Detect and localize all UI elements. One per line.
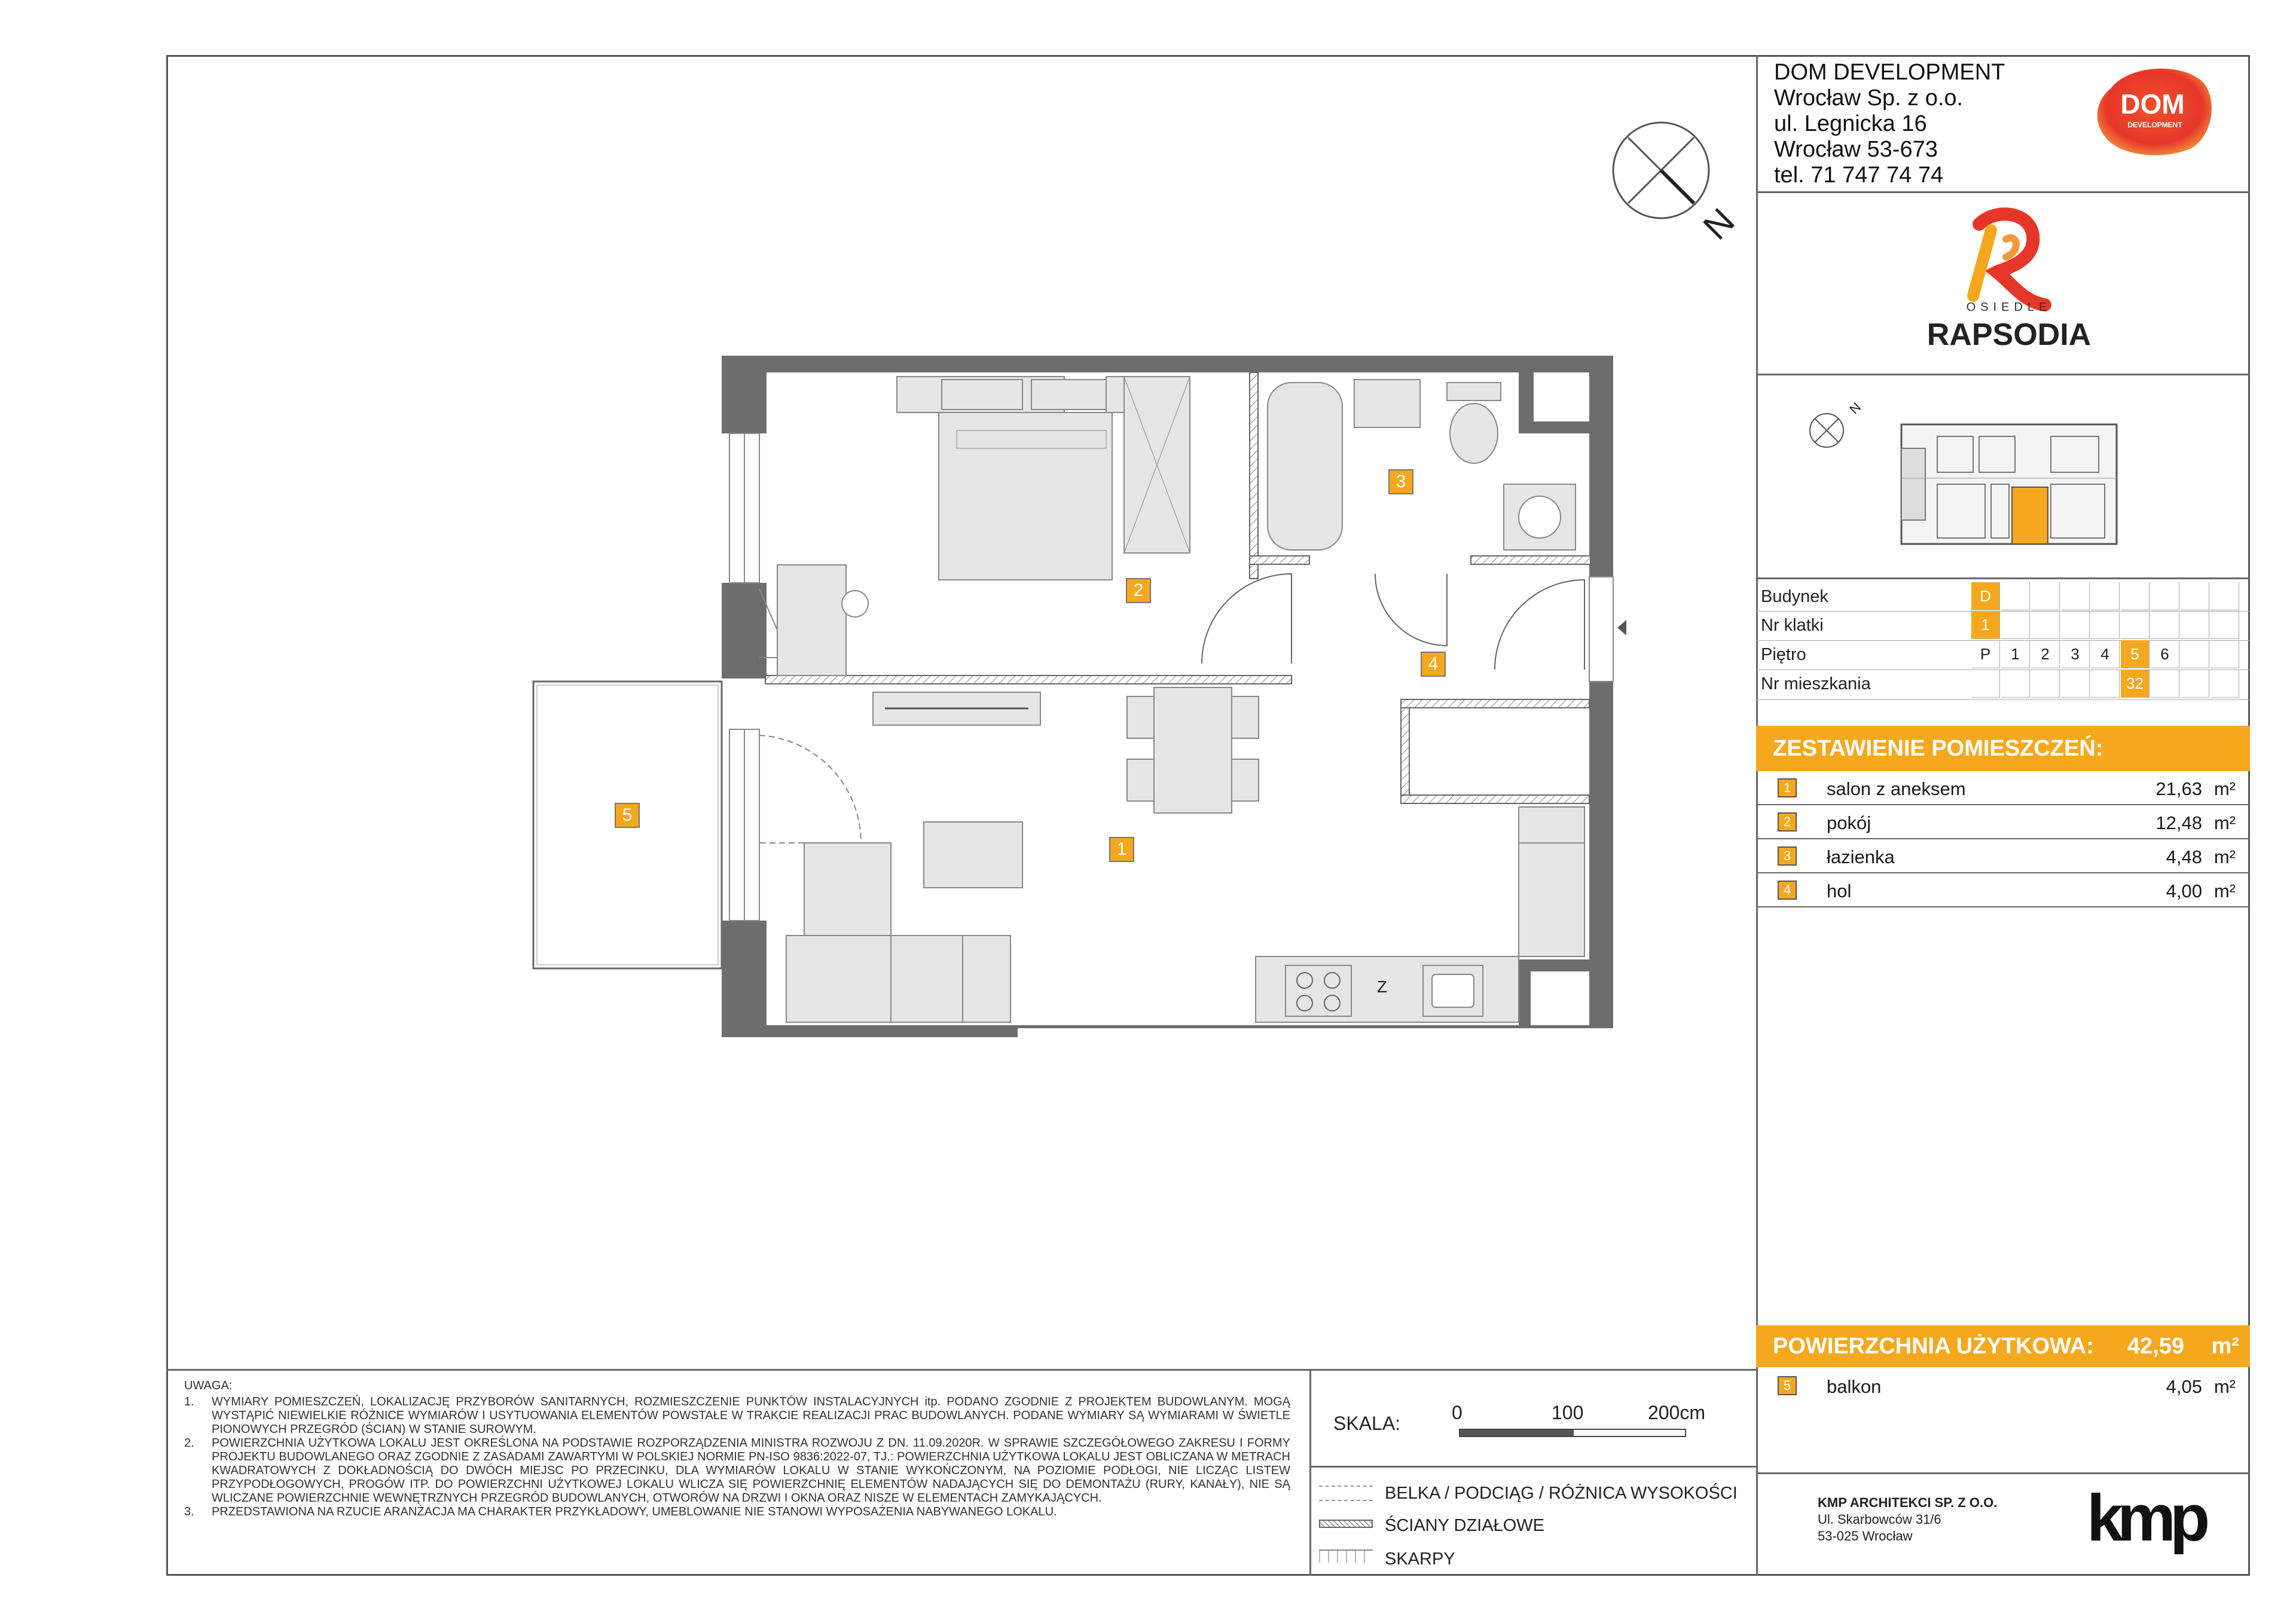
note-number: 3.: [184, 1505, 194, 1518]
total-unit: m²: [2211, 1334, 2239, 1359]
tb-line-4: [1756, 1472, 2250, 1474]
fridge-label: Z: [1377, 977, 1388, 996]
total-area: 42,59: [2127, 1334, 2184, 1359]
info-row-label: Nr mieszkania: [1761, 674, 1871, 693]
north-compass: [1607, 120, 1742, 251]
note-item: [184, 1436, 1290, 1505]
info-grid-cell: 5: [2121, 640, 2150, 668]
info-grid-cell: [2210, 611, 2239, 639]
note-item: [184, 1505, 1290, 1519]
room-name: łazienka: [1827, 846, 1895, 867]
tb-line-1: [1756, 191, 2250, 193]
notes-heading: UWAGA:: [184, 1379, 233, 1392]
balcony-number: 5: [1778, 1376, 1797, 1395]
room-row: [1756, 873, 2250, 907]
tb-line-2: [1756, 374, 2250, 375]
rooms-header: [1756, 726, 2250, 771]
room-tag-4: 4: [1421, 652, 1446, 677]
info-row-label: Piętro: [1761, 645, 1806, 664]
balcony-row: [1756, 1369, 2250, 1403]
legend-slope-label: SKARPY: [1385, 1549, 1455, 1569]
total-area-bar: [1756, 1325, 2250, 1367]
room-unit: m²: [2213, 881, 2236, 901]
room-tag-5: 5: [615, 803, 640, 828]
info-grid-cell: 2: [2031, 640, 2060, 668]
info-grid-cell: [2031, 670, 2060, 698]
info-row-label: Budynek: [1761, 587, 1828, 606]
info-grid-cell: [2031, 582, 2060, 610]
room-row: [1756, 839, 2250, 873]
room-unit: m²: [2213, 778, 2236, 799]
room-row: [1756, 805, 2250, 839]
architect-block: [1818, 1494, 1997, 1545]
key-plan-north: N: [1846, 399, 1864, 417]
scale-bar-fill: [1460, 1430, 1574, 1436]
dom-logo-sub: DEVELOPMENT: [2127, 121, 2182, 129]
legend-slope-swatch: [1319, 1549, 1373, 1563]
info-grid-line: [1756, 699, 2250, 700]
note-number: 1.: [184, 1395, 194, 1408]
room-tag-1: 1: [1109, 837, 1134, 862]
room-name: salon z aneksem: [1827, 778, 1966, 799]
note-item: [184, 1395, 1290, 1436]
info-grid-cell: [2181, 640, 2209, 668]
dom-development-logo: [2093, 65, 2215, 157]
balcony-unit: m²: [2213, 1376, 2236, 1397]
room-area: 21,63: [2155, 778, 2202, 799]
note-number: 2.: [184, 1436, 194, 1450]
info-grid-cell: 1: [2001, 640, 2030, 668]
balcony-name: balkon: [1827, 1376, 1882, 1397]
architect-city: 53-025 Wrocław: [1818, 1529, 1913, 1543]
info-grid-cell: D: [1971, 582, 2000, 610]
room-number: 2: [1778, 812, 1797, 832]
info-grid-cell: [2001, 611, 2030, 639]
info-grid-cell: 4: [2091, 640, 2120, 668]
info-grid-cell: [2181, 670, 2209, 698]
info-grid-cell: [2061, 670, 2090, 698]
rapsodia-logo: [1907, 206, 2111, 362]
kmp-logo: kmp: [2087, 1481, 2205, 1555]
info-grid-cell: [2091, 670, 2120, 698]
north-label: N: [1695, 200, 1742, 247]
project-small-label: OSIEDLE: [1966, 301, 2052, 314]
info-grid-cell: [2151, 670, 2179, 698]
info-grid-cell: [2001, 670, 2030, 698]
legend-partition-label: ŚCIANY DZIAŁOWE: [1385, 1516, 1544, 1535]
info-grid-cell: [2210, 582, 2239, 610]
company-name: DOM DEVELOPMENT: [1774, 60, 2005, 85]
room-area: 4,48: [2166, 846, 2202, 867]
info-grid-cell: [2210, 640, 2239, 668]
notes-block: [184, 1379, 1290, 1519]
balcony-area: 4,05: [2166, 1376, 2202, 1397]
room-tag-3: 3: [1388, 469, 1413, 494]
company-line2: Wrocław Sp. z o.o.: [1774, 85, 1964, 111]
info-grid-cell: [2061, 582, 2090, 610]
room-tag-2: 2: [1126, 578, 1151, 603]
architect-street: Ul. Skarbowców 31/6: [1818, 1512, 1941, 1527]
info-grid-cell: [2181, 611, 2209, 639]
info-grid-cell: [2091, 582, 2120, 610]
info-row-label: Nr klatki: [1761, 616, 1824, 635]
info-grid-cell: [2121, 611, 2150, 639]
info-grid-cell: 3: [2061, 640, 2090, 668]
floor-plan: [526, 353, 1626, 1070]
room-name: pokój: [1827, 812, 1871, 833]
info-grid-cell: [2151, 582, 2179, 610]
total-label: POWIERZCHNIA UŻYTKOWA:: [1773, 1334, 2094, 1359]
architect-name: KMP ARCHITEKCI SP. Z O.O.: [1818, 1495, 1998, 1510]
scale-tick-200: 200cm: [1648, 1402, 1706, 1423]
room-number: 4: [1778, 881, 1797, 900]
scale-bar: [1459, 1429, 1686, 1437]
room-number: 3: [1778, 846, 1797, 866]
tb-line-3: [1756, 577, 2250, 579]
key-plan: [1800, 395, 2135, 574]
room-unit: m²: [2213, 812, 2236, 833]
room-row: [1756, 771, 2250, 805]
info-grid-cell: [2001, 582, 2030, 610]
info-grid-cell: [2210, 670, 2239, 698]
company-phone: tel. 71 747 74 74: [1774, 163, 1944, 188]
scale-tick-100: 100: [1552, 1402, 1584, 1423]
dom-logo-text: DOM: [2120, 88, 2185, 120]
room-unit: m²: [2213, 846, 2236, 867]
info-grid-cell: [2061, 611, 2090, 639]
scale-legend-divider: [1309, 1466, 1757, 1468]
room-area: 12,48: [2155, 812, 2202, 833]
legend-partition-swatch: [1319, 1520, 1373, 1528]
rooms-header-text: ZESTAWIENIE POMIESZCZEŃ:: [1773, 736, 2103, 761]
company-street: ul. Legnicka 16: [1774, 111, 1927, 136]
legend-beam-swatch: [1319, 1486, 1373, 1501]
info-grid-cell: [2151, 611, 2179, 639]
info-grid-cell: [2181, 582, 2209, 610]
room-number: 1: [1778, 778, 1797, 797]
legend-beam-label: BELKA / PODCIĄG / RÓŻNICA WYSOKOŚCI: [1385, 1484, 1738, 1503]
notes-divider: [166, 1369, 1757, 1371]
scale-label: SKALA:: [1333, 1413, 1401, 1434]
note-text: WYMIARY POMIESZCZEŃ, LOKALIZACJĘ PRZYBORÓW SANITARNYCH, ROZMIESZCZENIE PUNKTÓW INSTALACYJNYCH itp. PODANO ZGODNIE Z PROJEKTEM BUDOWLANYM. MOGĄ WYSTĄPIĆ NIEWIELKIE RÓŻNICE WYMIARÓW I USYTUOWANIA ELEMENTÓW POWSTAŁE W TRAKCIE REALIZACJI PRAC BUDOWLANYCH. PODANE WYMIARY SĄ WYMIARAMI W ŚWIETLE PIONOWYCH PRZEGRÓD (ŚCIAN) W STANIE SUROWYM.: [212, 1395, 1290, 1436]
project-name: RAPSODIA: [1926, 317, 2092, 352]
note-text: PRZEDSTAWIONA NA RZUCIE ARANŻACJA MA CHARAKTER PRZYKŁADOWY, UMEBLOWANIE NIE STANOWI WYPOSAŻENIA NABYWANEGO LOKALU.: [212, 1505, 1057, 1518]
info-grid-cell: 1: [1971, 611, 2000, 639]
info-grid-cell: [2091, 611, 2120, 639]
scale-tick-0: 0: [1452, 1402, 1463, 1423]
room-area: 4,00: [2166, 881, 2202, 901]
info-grid-cell: 32: [2121, 670, 2150, 698]
info-grid-cell: [2031, 611, 2060, 639]
room-name: hol: [1827, 881, 1852, 901]
notes-scale-divider: [1309, 1369, 1311, 1576]
info-grid-cell: 6: [2151, 640, 2179, 668]
company-address: [1774, 60, 2005, 188]
company-city: Wrocław 53-673: [1774, 137, 1938, 162]
info-grid-cell: [2121, 582, 2150, 610]
info-grid-cell: [1971, 670, 2000, 698]
note-text: POWIERZCHNIA UŻYTKOWA LOKALU JEST OKREŚLONA NA PODSTAWIE ROZPORZĄDZENIA MINISTRA ROZWOJU Z DN. 11.09.2020R. W SPRAWIE SZCZEGÓŁOWEGO ZAKRESU I FORMY PROJEKTU BUDOWLANEGO ORAZ ZGODNIE Z ZASADAMI ZAWARTYMI W POLSKIEJ NORMIE PN-ISO 9836:2022-07, TJ.: POWIERZCHNIA UŻYTKOWA LOKALU JEST OBLICZANA W METRACH KWADRATOWYCH Z DOKŁADNOŚCIĄ DO DWÓCH MIEJSC PO PRZECINKU, DLA WYMIARÓW LOKALU W STANIE WYKOŃCZONYM, NA POZIOMIE PODŁOGI, NIE LICZĄC LISTEW PRZYPODŁOGOWYCH, PROGÓW ITP. DO POWIERZCHNI UŻYTKOWEJ LOKALU WLICZA SIĘ POWIERZCHNIĘ ELEMENTÓW NADAJĄCYCH SIĘ DO DEMONTAŻU (RURY, KANAŁY), NIE SĄ WLICZANE POWIERZCHNIE WEWNĘTRZNYCH PRZEGRÓD BUDOWLANYCH, OTWORÓW NA DRZWI I OKNA ORAZ NISZE W ELEMENTACH ZAMYKAJĄCYCH.: [212, 1436, 1290, 1505]
info-grid-cell: P: [1971, 640, 2000, 668]
